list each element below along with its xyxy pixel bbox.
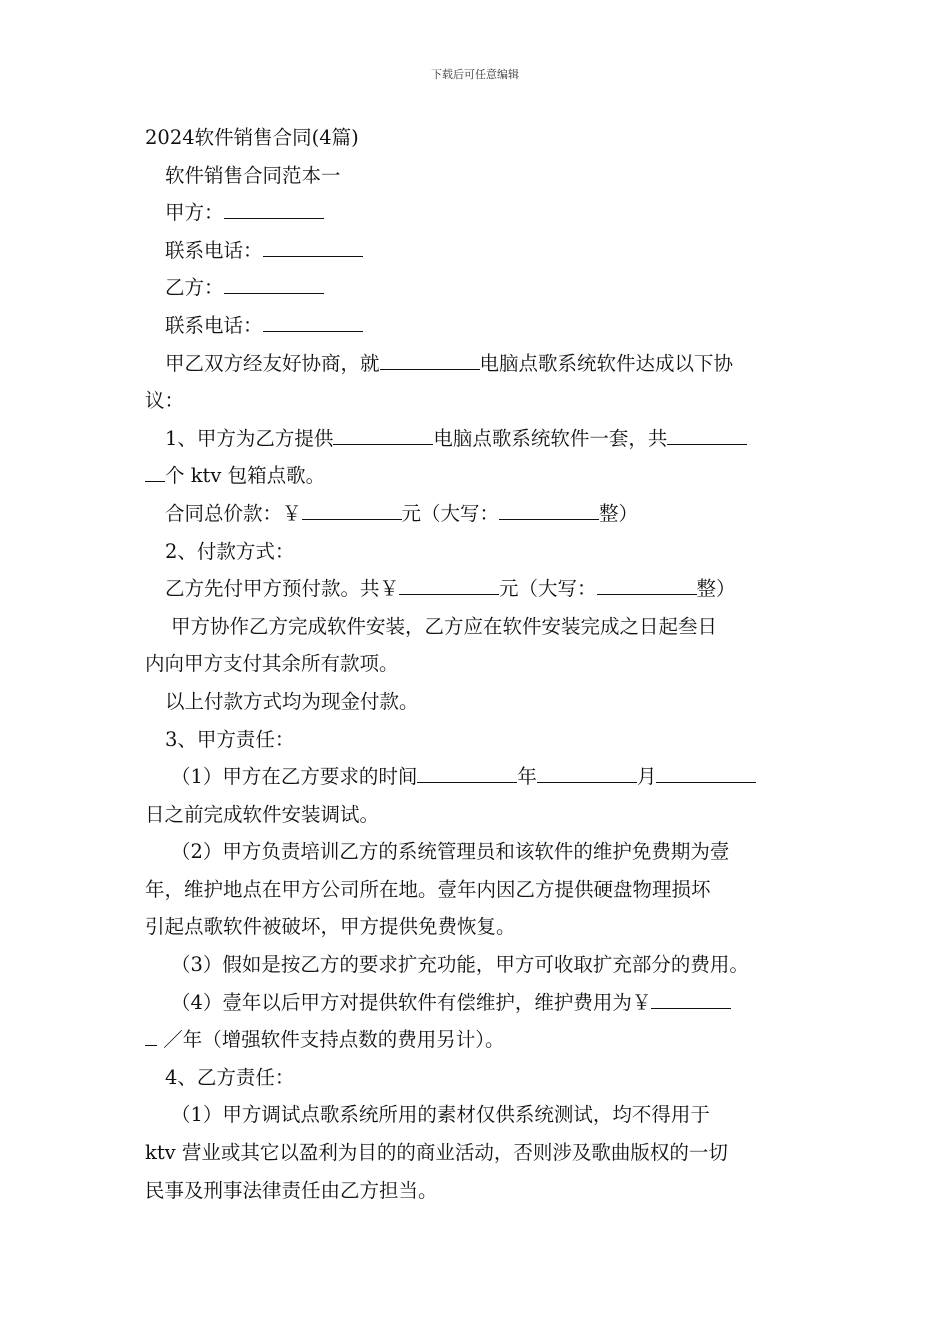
install-para-line-2: 内向甲方支付其余所有款项。 (145, 652, 399, 676)
prepay-blank-1 (399, 576, 499, 596)
intro-line-2: 议： (145, 389, 185, 413)
party-a-label: 甲方： (165, 201, 224, 225)
clause1-text-3: 个 ktv 包箱点歌。 (165, 464, 326, 488)
c3-4-line-1 (145, 984, 813, 1022)
total-blank-1 (302, 500, 402, 520)
clause1-text-1: 1、甲方为乙方提供 (165, 426, 334, 450)
c4-1-line-2: ktv 营业或其它以盈利为目的的商业活动，否则涉及歌曲版权的一切 (145, 1141, 728, 1165)
prepay-line (145, 570, 813, 608)
install-para-line-1: 甲方协作乙方完成软件安装，乙方应在软件安装完成之日起叁日 (171, 614, 718, 638)
c4-1-line-3: 民事及刑事法律责任由乙方担当。 (145, 1178, 438, 1202)
phone-b-label: 联系电话： (165, 313, 263, 337)
c3-1-year-blank (417, 764, 517, 784)
total-price-line (145, 495, 813, 533)
document-title: 2024软件销售合同(4篇) (145, 126, 359, 149)
c3-1-month: 月 (636, 765, 657, 789)
intro-blank (380, 350, 480, 370)
header-note: 下载后可任意编辑 (431, 68, 519, 81)
total-text-1: 合同总价款：￥ (165, 501, 302, 525)
c3-4-line-2 (145, 1021, 813, 1059)
phone-a-label: 联系电话： (165, 238, 263, 262)
intro-line-1 (145, 345, 813, 383)
party-b-line (145, 269, 813, 307)
intro-text-1: 甲乙双方经友好协商，就 (165, 351, 380, 375)
prepay-text-1: 乙方先付甲方预付款。共￥ (165, 577, 400, 601)
clause4-title: 4、乙方责任： (165, 1065, 295, 1089)
clause1-blank-1 (333, 425, 433, 445)
c4-1-line-1: （1）甲方调试点歌系统所用的素材仅供系统测试，均不得用于 (171, 1103, 710, 1127)
document-body (145, 119, 813, 1209)
c3-4-text-1: （4）壹年以后甲方对提供软件有偿维护，维护费用为￥ (171, 990, 652, 1014)
prepay-blank-2 (597, 576, 697, 596)
clause2-title: 2、付款方式： (165, 539, 295, 563)
total-text-3: 整） (599, 501, 639, 525)
c3-3-line: （3）假如是按乙方的要求扩充功能，甲方可收取扩充部分的费用。 (171, 953, 749, 977)
clause3-title: 3、甲方责任： (165, 727, 295, 751)
c3-1-text: （1）甲方在乙方要求的时间 (171, 765, 418, 789)
total-text-2: 元（大写： (401, 501, 500, 525)
c3-4-blank-1 (651, 989, 731, 1009)
section-subtitle: 软件销售合同范本一 (165, 163, 341, 187)
c3-2-line-1: （2）甲方负责培训乙方的系统管理员和该软件的维护免费期为壹 (171, 840, 730, 864)
phone-a-line (145, 232, 813, 270)
c3-1-year: 年 (517, 765, 537, 789)
prepay-text-2: 元（大写： (499, 577, 597, 601)
phone-b-line (145, 307, 813, 345)
clause1-text-2: 电脑点歌系统软件一套，共 (433, 426, 668, 450)
c3-1-line-1 (145, 758, 813, 796)
clause1-line-1 (145, 420, 813, 458)
clause1-blank-3 (145, 463, 165, 483)
c3-1-day-blank (656, 764, 756, 784)
c3-4-blank-2 (145, 1027, 157, 1047)
cash-note: 以上付款方式均为现金付款。 (165, 689, 419, 713)
party-b-blank (224, 275, 324, 295)
c3-2-line-3: 引起点歌软件被破坏，甲方提供免费恢复。 (145, 915, 516, 939)
party-a-line (145, 194, 813, 232)
phone-b-blank (263, 312, 363, 332)
c3-2-line-2: 年，维护地点在甲方公司所在地。壹年内因乙方提供硬盘物理损坏 (145, 877, 711, 901)
party-b-label: 乙方： (165, 276, 224, 300)
prepay-text-3: 整） (696, 577, 736, 601)
clause1-blank-2 (667, 425, 747, 445)
party-a-blank (224, 200, 324, 220)
clause1-line-2 (145, 457, 813, 495)
c3-1-line-2: 日之前完成软件安装调试。 (145, 802, 380, 826)
c3-4-text-2: ／年（增强软件支持点数的费用另计）。 (163, 1028, 505, 1052)
phone-a-blank (263, 237, 363, 257)
intro-text-2: 电脑点歌系统软件达成以下协 (479, 351, 734, 375)
c3-1-month-blank (537, 764, 637, 784)
total-blank-2 (499, 500, 599, 520)
